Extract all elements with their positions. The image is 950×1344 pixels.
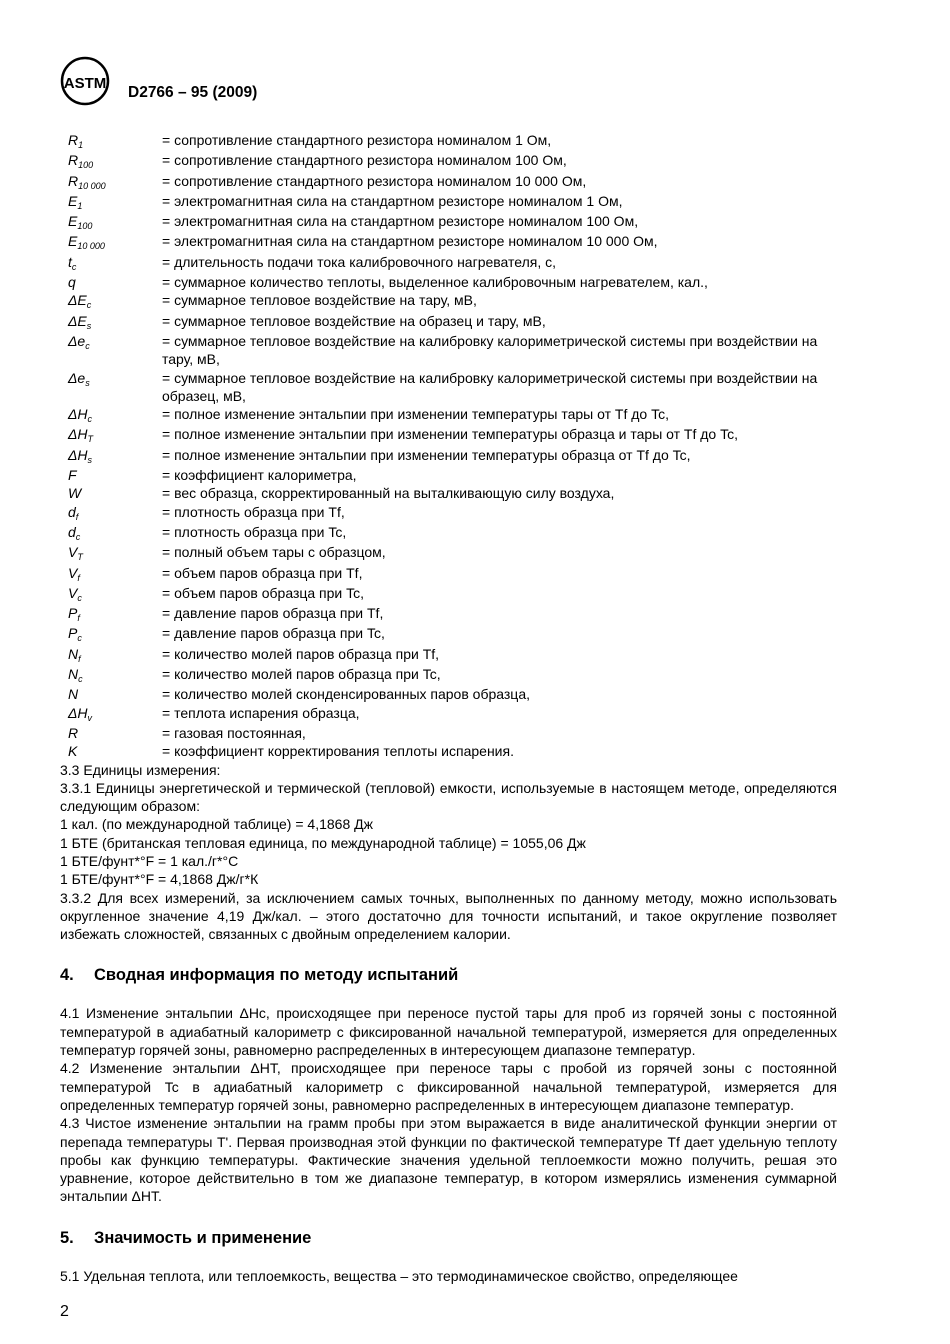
definition-symbol [60, 624, 162, 644]
symbol-letter: E [68, 192, 78, 209]
definition-row [60, 192, 837, 212]
definition-row [60, 273, 837, 291]
section-4-number: 4. [60, 966, 74, 985]
definition-row [60, 151, 837, 171]
page-content [60, 131, 837, 1285]
definition-symbol [60, 446, 162, 466]
definition-text: = объем паров образца при Tf, [162, 564, 363, 581]
symbol-subscript: f [77, 613, 80, 624]
symbol-letter: R [68, 172, 79, 189]
definition-symbol [60, 584, 162, 604]
symbol-letter: d [68, 503, 76, 520]
definition-text: = количество молей паров образца при Tf, [162, 645, 440, 662]
section-4-heading [60, 965, 837, 985]
symbol-letter: F [68, 467, 77, 484]
symbol-letter: R [68, 724, 79, 741]
definition-symbol [60, 704, 162, 724]
symbol-subscript: c [75, 531, 81, 542]
para-3-3-1: 3.3.1 Единицы энергетической и термической (тепловой) емкости, используемые в настоящем методе, определяются следующим образом: [60, 779, 837, 815]
symbol-letter: N [68, 645, 79, 662]
symbol-subscript: c [78, 674, 83, 685]
definition-text: = объем паров образца при Tc, [162, 584, 365, 601]
definition-row [60, 564, 837, 584]
definition-row [60, 466, 837, 484]
page-number: 2 [60, 1303, 69, 1320]
definition-text: = суммарное тепловое воздействие на калибровку калориметрической системы при воздействии на образец, мВ, [162, 369, 818, 404]
definition-text: = электромагнитная сила на стандартном резисторе номиналом 100 Ом, [162, 213, 639, 230]
symbol-subscript: 100 [77, 221, 93, 232]
definition-text: = плотность образца при Tc, [162, 523, 347, 540]
definition-symbol [60, 724, 162, 742]
para-3-3-2: 3.3.2 Для всех измерений, за исключением самых точных, выполненных по данному методу, можно использовать округленное значение 4,19 Дж/кал. – этого достаточно для точности испытаний, и такое округление позволяет избежать сложностей, связанных с двойным определением калории. [60, 889, 837, 943]
definition-symbol [60, 405, 162, 425]
para-5-1: 5.1 Удельная теплота, или теплоемкость, вещества – это термодинамическое свойство, определяющее [60, 1267, 738, 1284]
symbol-subscript: 10 000 [78, 180, 106, 191]
conversion-3: 1 БТЕ/фунт*°F = 1 кал./г*°C [60, 852, 239, 869]
definition-symbol [60, 212, 162, 232]
definition-text: = длительность подачи тока калибровочного нагревателя, с, [162, 253, 557, 270]
definitions-list [60, 131, 837, 761]
definition-text: = сопротивление стандартного резистора номиналом 10 000 Ом, [162, 172, 587, 189]
definition-text: = электромагнитная сила на стандартном резисторе номиналом 1 Ом, [162, 192, 623, 209]
definition-row [60, 172, 837, 192]
definition-symbol [60, 192, 162, 212]
section-3-3-heading: 3.3 Единицы измерения: [60, 761, 221, 778]
definition-row [60, 291, 837, 311]
symbol-subscript: c [77, 633, 82, 644]
definition-symbol [60, 742, 162, 760]
symbol-letter: R [68, 132, 79, 148]
definition-text: = сопротивление стандартного резистора номиналом 100 Ом, [162, 152, 567, 169]
definition-row [60, 232, 837, 252]
symbol-letter: V [68, 564, 78, 581]
definition-symbol [60, 665, 162, 685]
definition-symbol [60, 503, 162, 523]
definition-text: = давление паров образца при Tc, [162, 625, 385, 642]
definition-text: = давление паров образца при Tf, [162, 605, 384, 622]
definition-symbol [60, 484, 162, 502]
definition-text: = полное изменение энтальпии при изменении температуры тары от Tf до Tc, [162, 406, 669, 423]
definition-text: = количество молей паров образца при Tc, [162, 666, 441, 683]
section-5-title: Значимость и применение [94, 1228, 312, 1247]
definition-symbol [60, 253, 162, 273]
definition-row [60, 645, 837, 665]
definition-row [60, 742, 837, 760]
definition-text: = сопротивление стандартного резистора номиналом 1 Ом, [162, 132, 552, 148]
definition-symbol [60, 685, 162, 703]
definition-text: = коэффициент корректирования теплоты испарения. [162, 743, 514, 760]
symbol-subscript: f [78, 653, 81, 664]
definition-row [60, 724, 837, 742]
symbol-letter: W [68, 485, 82, 502]
symbol-subscript: c [87, 414, 93, 425]
symbol-letter: Δe [68, 369, 86, 386]
section-5-number: 5. [60, 1228, 74, 1247]
symbol-subscript: c [85, 340, 90, 351]
section-4-title: Сводная информация по методу испытаний [94, 966, 459, 985]
para-4-1: 4.1 Изменение энтальпии ΔHc, происходящее при переносе пустой тары для проб из горячей зоны с постоянной температурой в адиабатный калориметр с фиксированной начальной температурой, измеряется для определенных температур горячей зоны, равномерно распределенных в интересующем диапазоне температур. [60, 1005, 837, 1059]
definition-text: = теплота испарения образца, [162, 704, 360, 721]
symbol-subscript: c [86, 300, 92, 311]
symbol-letter: d [68, 523, 76, 540]
definition-symbol [60, 291, 162, 311]
definition-row [60, 312, 837, 332]
symbol-letter: E [68, 213, 78, 230]
definition-row [60, 405, 837, 425]
symbol-letter: q [68, 274, 76, 291]
definition-text: = суммарное количество теплоты, выделенное калибровочным нагревателем, кал., [162, 274, 708, 291]
symbol-letter: ΔH [68, 406, 88, 423]
definition-row [60, 332, 837, 369]
definition-symbol [60, 273, 162, 291]
symbol-letter: ΔH [68, 426, 88, 443]
definition-row [60, 624, 837, 644]
symbol-letter: t [68, 253, 72, 270]
symbol-letter: K [68, 743, 78, 760]
definition-symbol [60, 425, 162, 445]
definition-text: = количество молей сконденсированных паров образца, [162, 686, 530, 703]
definition-row [60, 253, 837, 273]
symbol-letter: N [68, 686, 79, 703]
definition-row [60, 484, 837, 502]
symbol-subscript: c [77, 592, 82, 603]
definition-symbol [60, 131, 162, 151]
definition-symbol [60, 172, 162, 192]
symbol-subscript: 100 [78, 160, 94, 171]
symbol-letter: ΔH [68, 704, 88, 721]
symbol-subscript: v [87, 712, 93, 723]
section-5-heading [60, 1228, 837, 1248]
definition-row [60, 543, 837, 563]
definition-text: = полный объем тары с образцом, [162, 544, 386, 561]
definition-row [60, 704, 837, 724]
symbol-letter: E [68, 233, 78, 250]
symbol-letter: N [68, 666, 79, 683]
definition-symbol [60, 332, 162, 369]
symbol-letter: R [68, 152, 79, 169]
symbol-subscript: s [87, 454, 93, 465]
definition-text: = коэффициент калориметра, [162, 467, 357, 484]
symbol-subscript: 1 [78, 140, 84, 150]
conversion-2: 1 БТЕ (британская тепловая единица, по международной таблице) = 1055,06 Дж [60, 834, 586, 851]
astm-logo [60, 56, 122, 106]
symbol-letter: ΔE [68, 312, 87, 329]
definition-symbol [60, 466, 162, 484]
para-4-2: 4.2 Изменение энтальпии ΔHT, происходящее при переносе тары с пробой из горячей зоны с постоянной температурой Tc в адиабатный калориметр с фиксированной начальной температурой, измеряется для определенных температур горячей зоны, равномерно распределенных в интересующем диапазоне температур. [60, 1060, 837, 1113]
symbol-subscript: 1 [77, 200, 83, 211]
definition-row [60, 425, 837, 445]
definition-symbol [60, 369, 162, 406]
definition-text: = полное изменение энтальпии при изменении температуры образца от Tf до Tc, [162, 446, 691, 463]
symbol-subscript: c [71, 261, 77, 272]
definition-row [60, 685, 837, 703]
symbol-subscript: 10 000 [77, 241, 105, 252]
para-4-3: 4.3 Чистое изменение энтальпии на грамм пробы при этом выражается в виде аналитической функции энергии от перепада температуры T'. Первая производная этой функции по фактической температуре Tf дает удельную теплоту пробы как функцию температуры. Фактические значения удельной теплоемкости можно получить, решая это уравнение, которое действительно в том же диапазоне температур, в котором измерялись изменения суммарной энтальпии ΔHT. [60, 1115, 837, 1205]
symbol-subscript: s [85, 377, 90, 388]
definition-symbol [60, 604, 162, 624]
conversion-1: 1 кал. (по международной таблице) = 4,1868 Дж [60, 816, 373, 833]
symbol-subscript: T [77, 552, 83, 563]
definition-row [60, 503, 837, 523]
definition-row [60, 584, 837, 604]
definition-symbol [60, 543, 162, 563]
definition-symbol [60, 564, 162, 584]
definition-text: = суммарное тепловое воздействие на калибровку калориметрической системы при воздействии на тару, мВ, [162, 332, 818, 368]
definition-symbol [60, 312, 162, 332]
symbol-subscript: f [77, 572, 80, 583]
symbol-letter: P [68, 625, 78, 642]
definition-text: = полное изменение энтальпии при изменении температуры образца и тары от Tf до Tc, [162, 426, 738, 443]
symbol-subscript: f [75, 511, 79, 522]
definition-text: = газовая постоянная, [162, 724, 306, 741]
definition-symbol [60, 151, 162, 171]
definition-row [60, 212, 837, 232]
definition-row [60, 523, 837, 543]
definition-row [60, 604, 837, 624]
definition-text: = суммарное тепловое воздействие на тару, мВ, [162, 292, 477, 309]
symbol-letter: ΔH [68, 446, 88, 463]
definition-text: = плотность образца при Tf, [162, 503, 345, 520]
definition-row [60, 446, 837, 466]
symbol-subscript: T [87, 434, 94, 445]
definition-symbol [60, 523, 162, 543]
definition-text: = электромагнитная сила на стандартном резисторе номиналом 10 000 Ом, [162, 233, 658, 250]
definition-symbol [60, 645, 162, 665]
symbol-letter: ΔE [68, 292, 87, 309]
definition-text: = вес образца, скорректированный на выталкивающую силу воздуха, [162, 485, 615, 502]
symbol-letter: V [68, 544, 78, 561]
definition-row [60, 369, 837, 406]
symbol-letter: P [68, 605, 78, 622]
logo-lettering: ASTM [63, 75, 107, 92]
symbol-letter: V [68, 584, 78, 601]
definition-text: = суммарное тепловое воздействие на образец и тару, мВ, [162, 312, 546, 329]
definition-symbol [60, 232, 162, 252]
symbol-subscript: s [86, 320, 92, 331]
document-code: D2766 – 95 (2009) [128, 84, 258, 101]
conversion-4: 1 БТЕ/фунт*°F = 4,1868 Дж/г*К [60, 871, 259, 888]
definition-row [60, 665, 837, 685]
definition-row [60, 131, 837, 151]
symbol-letter: Δe [68, 332, 86, 349]
